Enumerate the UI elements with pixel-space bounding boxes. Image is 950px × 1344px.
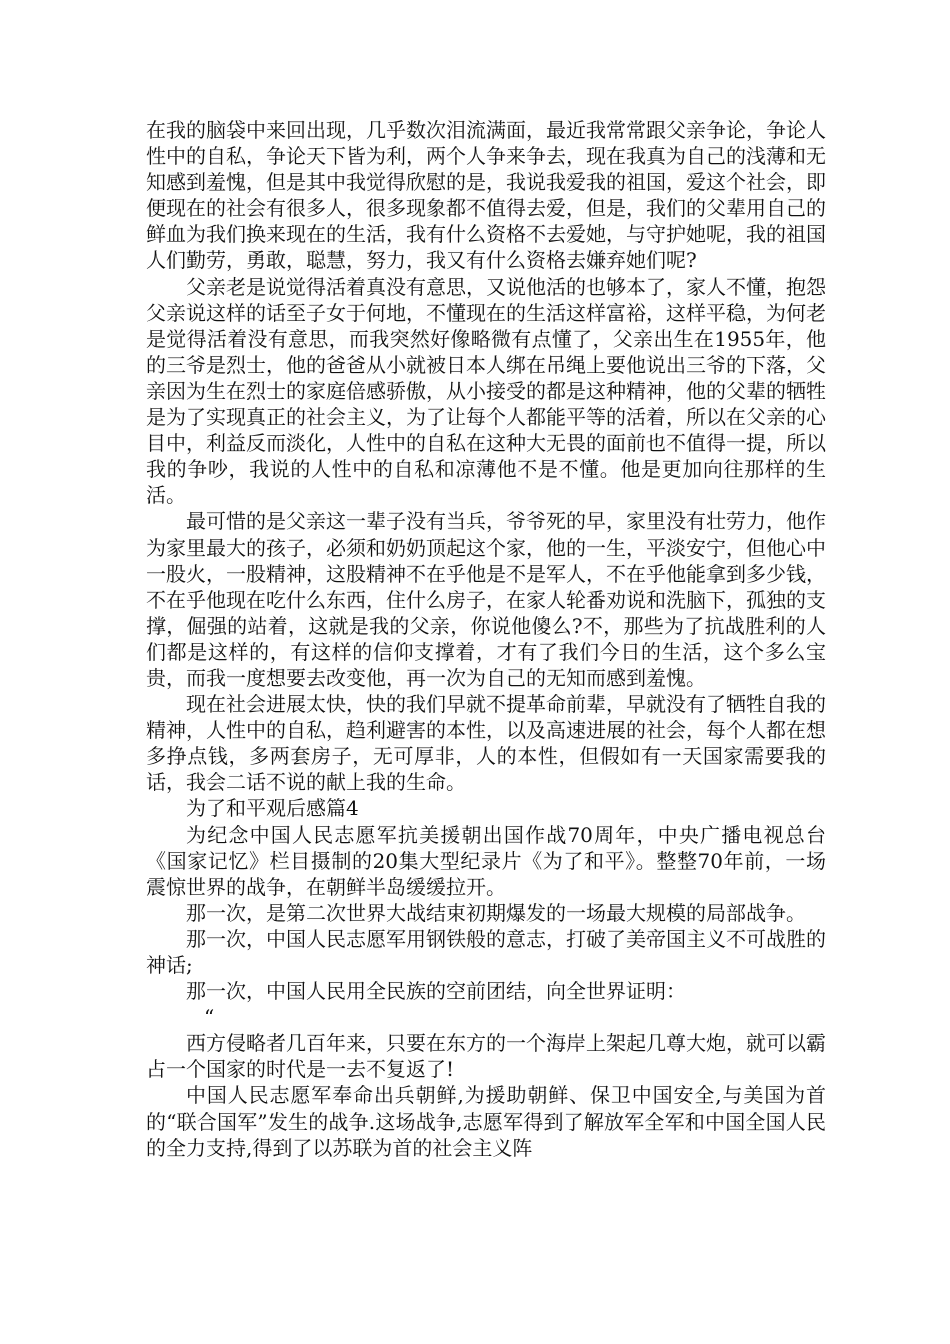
body-paragraph: 父亲老是说觉得活着真没有意思，又说他活的也够本了，家人不懂，抱怨父亲说这样的话至子女于何地，不懂现在的生活这样富裕，这样平稳，为何老是觉得活着没有意思，而我突然好像略微有点懂了，父亲出生在1955年，他的三爷是烈士，他的爸爸从小就被日本人绑在吊绳上要他说出三爷的下落，父亲因为生在烈士的家庭倍感骄傲，从小接受的都是这种精神，他的父辈的牺牲是为了实现真正的社会主义，为了让每个人都能平等的活着，所以在父亲的心目中，利益反而淡化，人性中的自私在这种大无畏的面前也不值得一提，所以我的争吵，我说的人性中的自私和凉薄他不是不懂。他是更加向往那样的生活。 [146, 274, 826, 508]
body-paragraph: 为纪念中国人民志愿军抗美援朝出国作战70周年，中央广播电视总台《国家记忆》栏目摄制的20集大型纪录片《为了和平》。整整70年前，一场震惊世界的战争，在朝鲜半岛缓缓拉开。 [146, 822, 826, 899]
section-heading: 为了和平观后感篇4 [186, 796, 359, 821]
body-paragraph: 中国人民志愿军奉命出兵朝鲜,为援助朝鲜、保卫中国安全,与美国为首的“联合国军”发生的战争.这场战争,志愿军得到了解放军全军和中国全国人民的全力支持,得到了以苏联为首的社会主义阵 [146, 1083, 826, 1160]
body-paragraph: 在我的脑袋中来回出现，几乎数次泪流满面，最近我常常跟父亲争论，争论人性中的自私，争论天下皆为利，两个人争来争去，现在我真为自己的浅薄和无知感到羞愧，但是其中我觉得欣慰的是，我说我爱我的祖国，爱这个社会，即便现在的社会有很多人，很多现象都不值得去爱，但是，我们的父辈用自己的鲜血为我们换来现在的生活，我有什么资格不去爱她，与守护她呢，我的祖国人们勤劳，勇敢，聪慧，努力，我又有什么资格去嫌弃她们呢? [146, 118, 826, 273]
document-page [146, 117, 826, 1161]
body-paragraph: 最可惜的是父亲这一辈子没有当兵，爷爷死的早，家里没有壮劳力，他作为家里最大的孩子，必须和奶奶顶起这个家，他的一生，平淡安宁，但他心中一股火，一股精神，这股精神不在乎他是不是军人，不在乎他能拿到多少钱，不在乎他现在吃什么东西，住什么房子，在家人轮番劝说和洗脑下，孤独的支撑，倔强的站着，这就是我的父亲，你说他傻么?不，那些为了抗战胜利的人们都是这样的，有这样的信仰支撑着，才有了我们今日的生活，这个多么宝贵，而我一度想要去改变他，再一次为自己的无知而感到羞愧。 [146, 509, 826, 690]
quote-mark: “ [204, 1005, 215, 1030]
body-paragraph: 那一次，中国人民志愿军用钢铁般的意志，打破了美帝国主义不可战胜的神话; [146, 926, 826, 977]
body-paragraph: 西方侵略者几百年来，只要在东方的一个海岸上架起几尊大炮，就可以霸占一个国家的时代是一去不复返了! [146, 1031, 826, 1082]
body-paragraph: 现在社会进展太快，快的我们早就不提革命前辈，早就没有了牺牲自我的精神，人性中的自私，趋利避害的本性，以及高速进展的社会，每个人都在想多挣点钱，多两套房子，无可厚非，人的本性，但假如有一天国家需要我的话，我会二话不说的献上我的生命。 [146, 692, 826, 795]
body-paragraph: 那一次，中国人民用全民族的空前团结，向全世界证明： [186, 979, 686, 1004]
body-paragraph: 那一次，是第二次世界大战结束初期爆发的一场最大规模的局部战争。 [186, 900, 806, 925]
